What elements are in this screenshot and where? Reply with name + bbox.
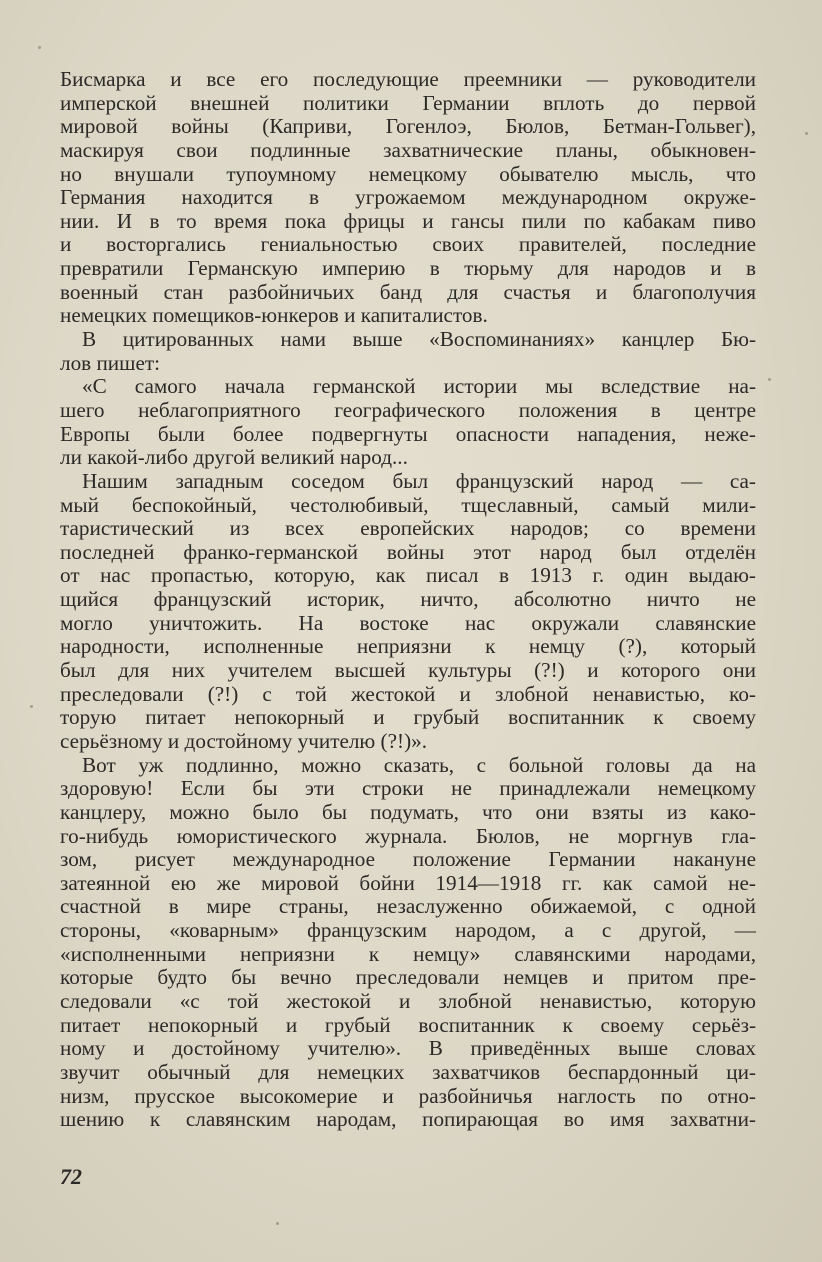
text-line: военный стан разбойничьих банд для счастья и благополучия [60, 279, 756, 304]
paper-speck [30, 705, 33, 708]
text-line: мый беспокойный, честолюбивый, тщеславный, самый мили- [60, 492, 756, 517]
text-line: народности, исполненные неприязни к немцу (?), который [60, 634, 756, 659]
text-line: могло уничтожить. На востоке нас окружали славянские [60, 610, 756, 635]
text-line: счастной в мире страны, незаслуженно обижаемой, с одной [60, 894, 756, 919]
text-line: ли какой-либо другой великий народ... [60, 445, 408, 470]
text-line: торую питает непокорный и грубый воспитанник к своему [60, 705, 756, 730]
text-line: мировой войны (Каприви, Гогенлоэ, Бюлов, Бетман-Гольвег), [60, 114, 756, 139]
text-line: был для них учителем высшей культуры (?!) и которого они [60, 658, 756, 683]
text-line: таристический из всех европейских народов; со времени [60, 516, 756, 541]
text-line: Германия находится в угрожаемом международном окруже- [60, 185, 756, 210]
text-line: В цитированных нами выше «Воспоминаниях» канцлер Бю- [82, 327, 756, 352]
text-line: от нас пропастью, которую, как писал в 1913 г. один выдаю- [60, 563, 756, 588]
text-line: преследовали (?!) с той жестокой и злобной ненавистью, ко- [60, 681, 756, 706]
text-line: Европы были более подвергнуты опасности нападения, неже- [60, 421, 756, 446]
paper-speck [276, 1222, 279, 1225]
paper-speck [805, 132, 808, 135]
text-line: нии. И в то время пока фрицы и гансы пили по кабакам пиво [60, 208, 756, 233]
paper-speck [38, 46, 41, 49]
text-line: серьёзному и достойному учителю (?!)». [60, 728, 428, 753]
text-line: питает непокорный и грубый воспитанник к своему серьёз- [60, 1012, 756, 1037]
text-line: канцлеру, можно было бы подумать, что они взяты из како- [60, 799, 756, 824]
text-line: щийся французский историк, ничто, абсолютно ничто не [60, 587, 756, 612]
text-line: последней франко-германской войны этот народ был отделён [60, 539, 756, 564]
text-line: шего неблагоприятного географического положения в центре [60, 397, 756, 422]
text-line: превратили Германскую империю в тюрьму для народов и в [60, 256, 756, 281]
text-line: но внушали тупоумному немецкому обывателю мысль, что [60, 161, 756, 186]
text-line: шению к славянским народам, попирающая во имя захватни- [60, 1107, 756, 1132]
text-line: звучит обычный для немецких захватчиков беспардонный ци- [60, 1059, 756, 1084]
text-line: ному и достойному учителю». В приведённых выше словах [60, 1036, 756, 1061]
text-line: «С самого начала германской истории мы вследствие на- [82, 374, 756, 399]
text-line: стороны, «коварным» французским народом, а с другой, — [60, 918, 756, 943]
text-line: низм, прусское высокомерие и разбойничья наглость по отно- [60, 1083, 756, 1108]
text-line: затеянной ею же мировой бойни 1914—1918 гг. как самой не- [60, 870, 756, 895]
text-line: лов пишет: [60, 350, 161, 375]
text-line: которые будто бы вечно преследовали немцев и притом пре- [60, 965, 756, 990]
text-line: следовали «с той жестокой и злобной ненавистью, которую [60, 988, 756, 1013]
text-line: Бисмарка и все его последующие преемники — руководители [60, 67, 756, 91]
text-line: Нашим западным соседом был французский народ — са- [82, 468, 756, 493]
text-line: имперской внешней политики Германии вплоть до первой [60, 90, 756, 115]
text-line: и восторгались гениальностью своих правителей, последние [60, 232, 756, 257]
text-line: маскируя свои подлинные захватнические планы, обыкновен- [60, 137, 756, 162]
text-line: Вот уж подлинно, можно сказать, с больной головы да на [82, 752, 756, 777]
page-number: 72 [60, 1164, 82, 1189]
text-line: го-нибудь юмористического журнала. Бюлов, не моргнув гла- [60, 823, 756, 848]
text-line: зом, рисует международное положение Германии накануне [60, 847, 756, 872]
paper-speck [768, 378, 771, 381]
text-line: здоровую! Если бы эти строки не принадлежали немецкому [60, 776, 756, 801]
body-text [60, 68, 756, 1132]
text-line: «исполненными неприязни к немцу» славянскими народами, [60, 941, 756, 966]
text-line: немецких помещиков-юнкеров и капиталистов. [60, 303, 488, 328]
